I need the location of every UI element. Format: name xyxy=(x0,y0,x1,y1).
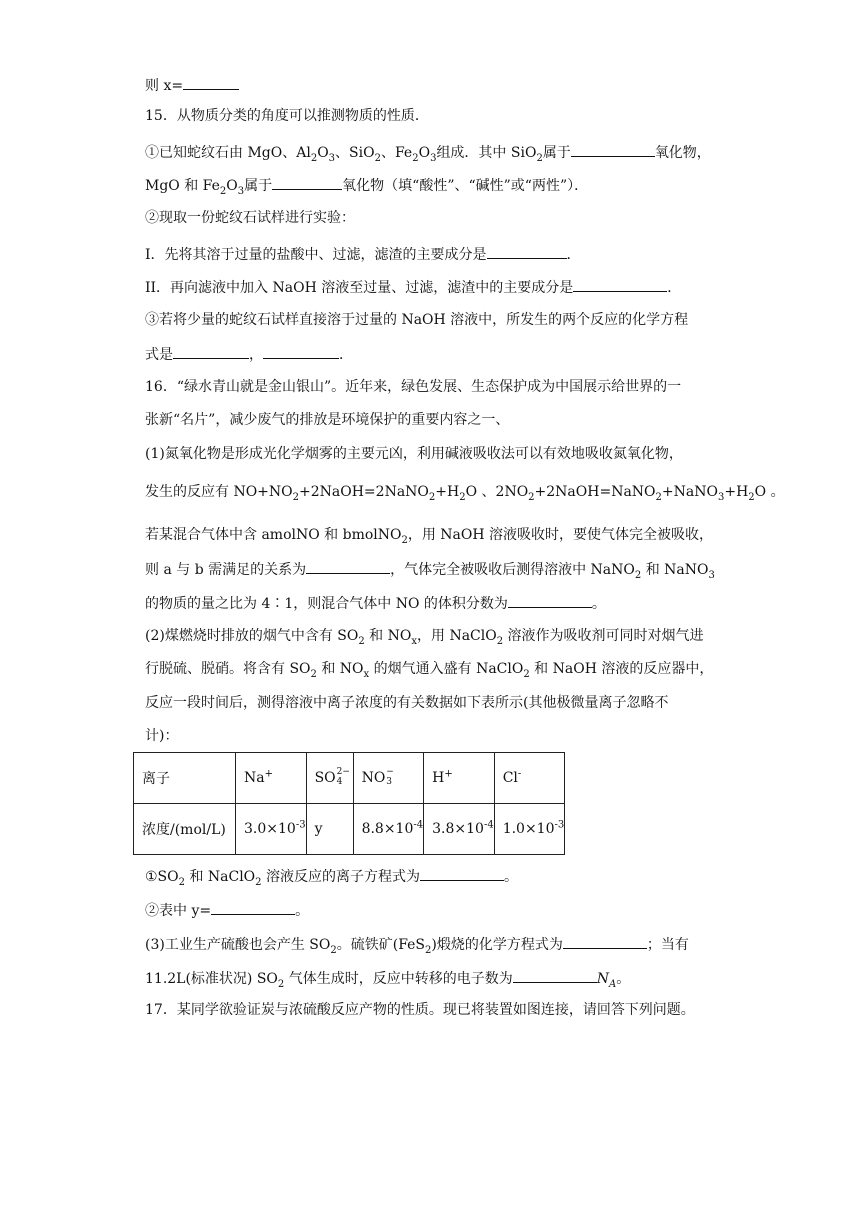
q16-part2-line4: 计)： xyxy=(145,728,179,744)
answer-blank xyxy=(571,141,655,157)
table-cell: 离子 xyxy=(134,753,236,804)
ion-concentration-table xyxy=(133,752,565,855)
q16-title-line1: 16．“绿水青山就是金山银山”。近年来，绿色发展、生态保护成为中国展示给世界的一 xyxy=(145,379,682,395)
q14-tail: 则 x= xyxy=(145,74,239,96)
q15-part3-line1: ③若将少量的蛇纹石试样直接溶于过量的 NaOH 溶液中，所发生的两个反应的化学方程 xyxy=(145,312,689,328)
table-cell: Cl- xyxy=(494,753,565,804)
answer-blank xyxy=(272,174,342,190)
q15-part3-line2: 式是 ， ． xyxy=(145,343,353,365)
table-cell: $1.0\times 10^{-3}$ xyxy=(494,804,565,855)
q16-part1-reactions: 发生的反应有 $NO+NO_2+2NaOH=2NaNO_2+H_2O$ 、$2NO_2+2NaOH=NaNO_2+NaNO_3+H_2O$ 。 xyxy=(145,484,785,503)
table-cell: 浓度/(mol/L) xyxy=(134,804,236,855)
q17-title: 17．某同学欲验证炭与浓硫酸反应产物的性质。现已将装置如图连接，请回答下列问题。 xyxy=(145,1002,695,1018)
q16-part1-line4: 则 a 与 b 需满足的关系为 ，气体完全被吸收后测得溶液中 NaNO$_2$ 和 NaNO$_3$ xyxy=(145,558,715,580)
q15-step-2: II．再向滤液中加入 NaOH 溶液至过量、过滤，滤渣中的主要成分是 ． xyxy=(145,276,681,298)
answer-blank xyxy=(508,592,592,608)
q16-part1-line5: 的物质的量之比为 4∶1，则混合气体中 NO 的体积分数为 。 xyxy=(145,592,606,614)
q16-part1-line1: (1)氮氧化物是形成光化学烟雾的主要元凶，利用碱液吸收法可以有效地吸收氮氧化物， xyxy=(145,446,683,462)
table-cell: H+ xyxy=(424,753,495,804)
answer-blank xyxy=(420,865,504,881)
q16-title-line2: 张新“名片”，减少废气的排放是环境保护的重要内容之一、 xyxy=(145,412,510,428)
q16-part2-line1: (2)煤燃烧时排放的烟气中含有 $SO_2$ 和 $NO_x$，用 NaClO$_2$ 溶液作为吸收剂可同时对烟气进 xyxy=(145,628,704,647)
q16-part2-line2: 行脱硫、脱硝。将含有 $SO_2$ 和 $NO_x$ 的烟气通入盛有 NaClO$_2$ 和 NaOH 溶液的反应器中， xyxy=(145,661,714,680)
q15-part1-line2: MgO 和 $Fe_2O_3$属于 氧化物（填“酸性”、“碱性”或“两性”）． xyxy=(145,174,588,196)
q16-part2-sub2: ②表中 y= 。 xyxy=(145,899,309,921)
table-cell: $3.8\times 10^{-4}$ xyxy=(424,804,495,855)
q15-title: 15．从物质分类的角度可以推测物质的性质． xyxy=(145,108,429,124)
q16-part1-line3: 若某混合气体中含 amolNO 和 bmolNO$_2$，用 NaOH 溶液吸收时，要使气体完全被吸收， xyxy=(145,527,714,546)
table-row xyxy=(134,804,565,855)
answer-blank xyxy=(173,343,249,359)
answer-blank xyxy=(487,243,567,259)
table-cell: $3.0\times 10^{-3}$ xyxy=(236,804,307,855)
answer-blank xyxy=(183,74,239,90)
q16-part3-line1: (3)工业生产硫酸也会产生 $SO_2$。硫铁矿(FeS$_2$)煅烧的化学方程式为 ；当有 xyxy=(145,933,689,955)
q16-part2-line3: 反应一段时间后，测得溶液中离子浓度的有关数据如下表所示(其他极微量离子忽略不 xyxy=(145,695,669,711)
answer-blank xyxy=(513,967,597,983)
table-cell: y xyxy=(306,804,353,855)
answer-blank xyxy=(211,899,295,915)
q15-part1-line1: ①已知蛇纹石由 MgO、$Al_2O_3$、SiO$_2$、$Fe_2O_3$组成．其中 SiO$_2$属于 氧化物， xyxy=(145,141,711,163)
q15-part2-intro: ②现取一份蛇纹石试样进行实验： xyxy=(145,210,355,226)
answer-blank xyxy=(263,343,339,359)
table-row xyxy=(134,753,565,804)
table-cell: $8.8\times 10^{-4}$ xyxy=(353,804,424,855)
table-cell: NO − 3 xyxy=(353,753,424,804)
answer-blank xyxy=(573,276,667,292)
table-cell: SO 2− 4 xyxy=(306,753,353,804)
q16-part3-line2: 11.2L(标准状况) $SO_2$ 气体生成时，反应中转移的电子数为 $N_A$。 xyxy=(145,967,630,989)
q16-part2-sub1: $①SO_2$ 和 NaClO$_2$ 溶液反应的离子方程式为 。 xyxy=(145,865,518,887)
answer-blank xyxy=(306,558,390,574)
table-cell: Na+ xyxy=(236,753,307,804)
q15-step-1: I．先将其溶于过量的盐酸中、过滤，滤渣的主要成分是 ． xyxy=(145,243,581,265)
answer-blank xyxy=(563,933,647,949)
